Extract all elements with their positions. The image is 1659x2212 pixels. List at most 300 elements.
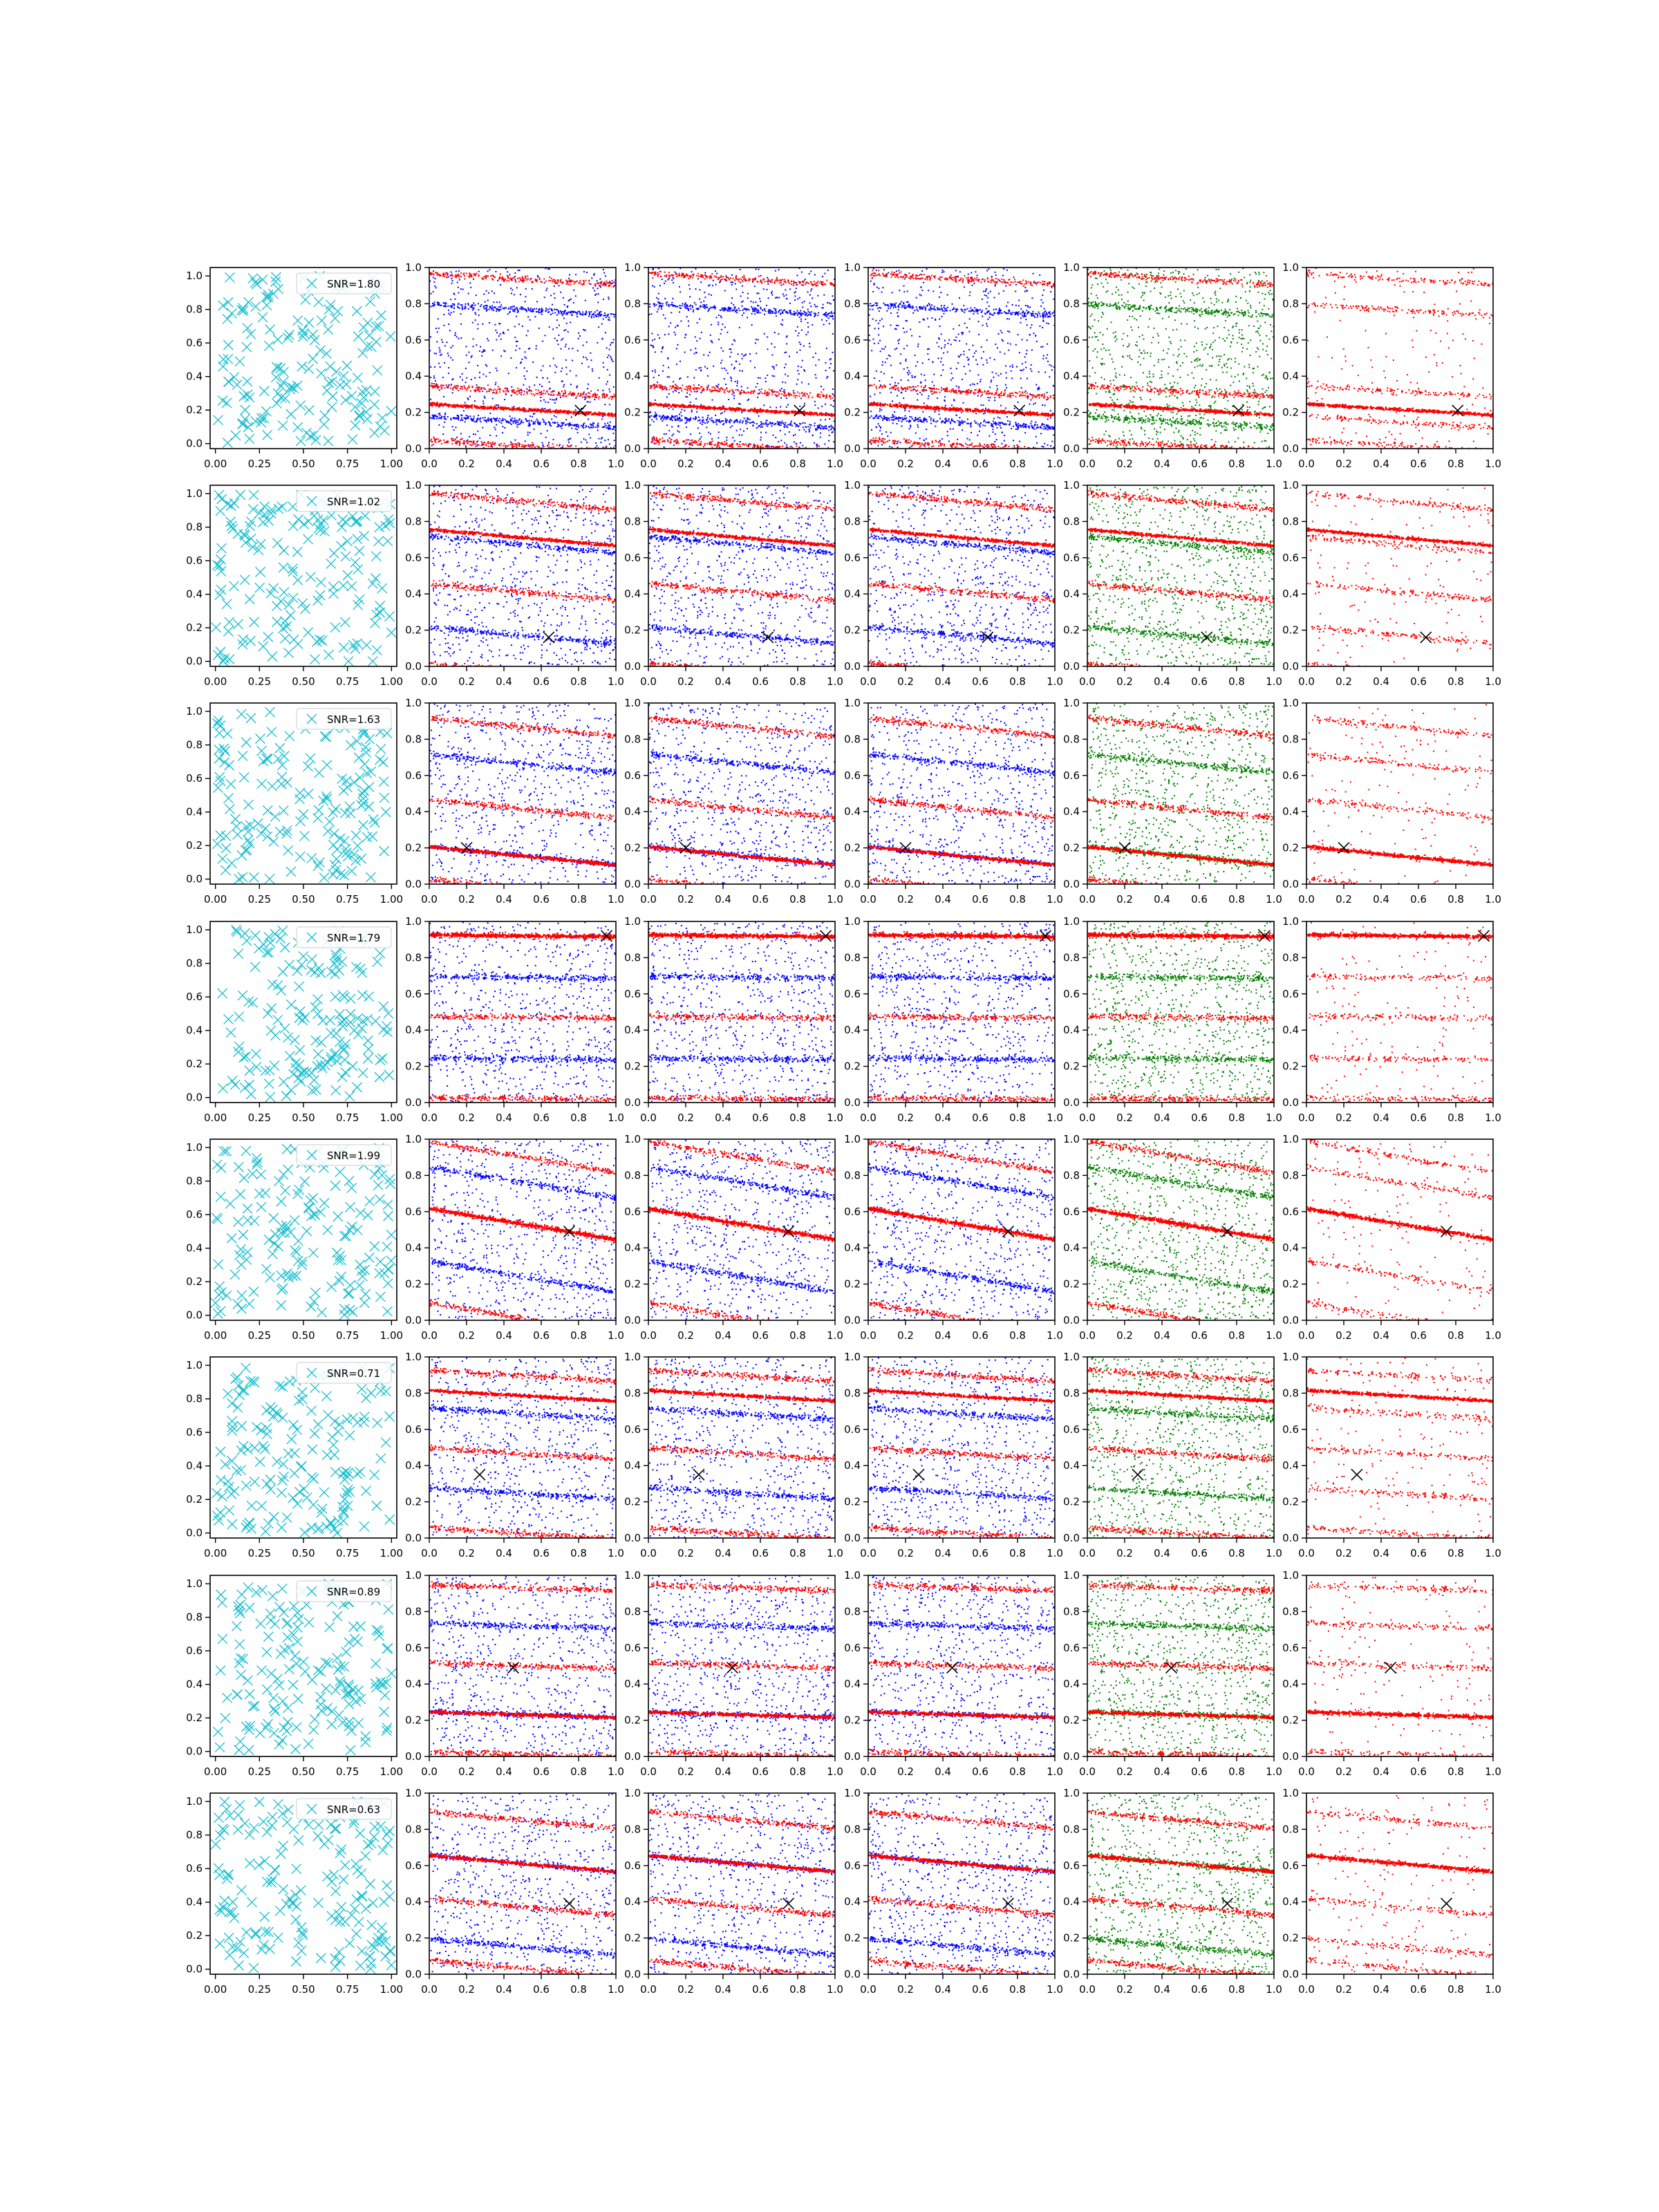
scatter-point (471, 307, 473, 308)
scatter-point (577, 316, 578, 317)
scatter-point (767, 281, 768, 282)
scatter-point (822, 285, 823, 286)
scatter-point (613, 452, 615, 453)
scatter-point (525, 301, 526, 302)
scatter-point (697, 387, 699, 388)
scatter-point (826, 316, 827, 317)
scatter-point (551, 308, 552, 310)
scatter-point (655, 304, 657, 306)
scatter-point (610, 449, 612, 451)
scatter-point (513, 406, 514, 407)
scatter-point (607, 315, 608, 317)
scatter-point (760, 437, 762, 438)
scatter-point (681, 390, 682, 391)
scatter-point (446, 384, 447, 386)
scatter-point (786, 406, 787, 408)
scatter-point (685, 422, 686, 424)
scatter-point (584, 452, 585, 453)
scatter-point (721, 317, 722, 318)
scatter-point (743, 279, 744, 280)
scatter-point (558, 394, 559, 395)
scatter-point (497, 280, 498, 281)
scatter-point (583, 271, 585, 272)
scatter-point (491, 308, 492, 309)
scatter-point (725, 275, 727, 276)
scatter-point (522, 326, 523, 327)
scatter-point (467, 416, 469, 418)
scatter-point (475, 314, 476, 315)
scatter-point (726, 276, 727, 278)
scatter-point (444, 276, 445, 277)
scatter-point (570, 281, 572, 283)
scatter-point (718, 324, 719, 326)
scatter-point (464, 279, 465, 280)
scatter-point (456, 437, 458, 438)
scatter-point (480, 418, 481, 419)
scatter-point (562, 424, 563, 426)
scatter-point (523, 394, 525, 395)
scatter-point (674, 332, 675, 333)
scatter-point (782, 422, 784, 424)
scatter-point (430, 377, 431, 378)
scatter-point (492, 398, 494, 400)
scatter-point (740, 446, 741, 447)
scatter-point (487, 275, 489, 276)
marker-point (259, 413, 269, 423)
scatter-point (702, 417, 704, 418)
scatter-point (665, 281, 666, 282)
scatter-point (430, 336, 431, 337)
scatter-point (718, 437, 719, 438)
scatter-point (700, 306, 701, 307)
scatter-point (800, 310, 801, 312)
scatter-point (725, 418, 727, 420)
scatter-point (508, 308, 509, 309)
scatter-point (526, 279, 527, 281)
scatter-point (477, 324, 478, 325)
scatter-point (803, 395, 805, 396)
scatter-point (510, 306, 512, 308)
scatter-point (452, 359, 453, 361)
scatter-point (704, 422, 706, 424)
marker-point (297, 362, 307, 371)
scatter-point (528, 309, 529, 310)
scatter-point (435, 415, 436, 416)
scatter-point (456, 441, 457, 442)
marker-point (258, 275, 268, 285)
scatter-point (481, 355, 482, 357)
scatter-point (699, 319, 700, 320)
scatter-point (753, 443, 755, 444)
scatter-point (578, 332, 579, 334)
scatter-point (504, 427, 505, 429)
scatter-point (589, 393, 590, 394)
scatter-point (515, 392, 516, 393)
scatter-point (460, 304, 462, 306)
scatter-point (794, 281, 795, 283)
scatter-point (583, 281, 585, 283)
scatter-point (657, 386, 658, 388)
scatter-point (804, 301, 805, 302)
scatter-point (588, 366, 589, 368)
scatter-point (604, 451, 606, 452)
scatter-point (570, 451, 571, 452)
scatter-point (512, 306, 513, 308)
scatter-point (684, 276, 685, 277)
scatter-point (547, 402, 549, 403)
scatter-point (832, 388, 834, 390)
scatter-point (690, 277, 691, 279)
y-tick-label: 1.0 (186, 270, 203, 282)
scatter-point (562, 338, 563, 339)
scatter-point (488, 442, 489, 444)
scatter-point (782, 283, 784, 285)
scatter-point (451, 278, 452, 279)
scatter-point (572, 424, 573, 426)
scatter-point (808, 395, 809, 397)
scatter-point (451, 440, 453, 441)
marker-point (373, 366, 382, 375)
scatter-point (487, 338, 488, 339)
scatter-point (534, 429, 535, 430)
marker-point (271, 373, 281, 382)
scatter-point (594, 290, 595, 291)
scatter-point (500, 355, 502, 357)
scatter-point (528, 390, 529, 391)
scatter-point (585, 310, 587, 312)
scatter-point (535, 421, 536, 422)
scatter-point (433, 385, 435, 386)
scatter-point (826, 396, 827, 397)
scatter-point (664, 283, 665, 284)
scatter-point (459, 279, 460, 281)
scatter-point (602, 427, 603, 428)
scatter-point (655, 443, 657, 444)
marker-point (314, 297, 324, 307)
scatter-point (747, 293, 749, 294)
scatter-point (493, 418, 494, 419)
scatter-point (550, 399, 551, 400)
scatter-point (521, 392, 522, 393)
scatter-point (668, 367, 669, 368)
scatter-point (533, 413, 534, 415)
scatter-point (696, 275, 697, 276)
scatter-point (595, 427, 597, 428)
scatter-point (768, 309, 769, 310)
scatter-point (587, 449, 588, 451)
scatter-point (481, 387, 482, 388)
scatter-point (612, 361, 614, 362)
scatter-point (671, 439, 673, 440)
scatter-point (674, 389, 675, 391)
scatter-point (459, 444, 460, 446)
scatter-point (731, 364, 733, 366)
scatter-point (444, 302, 445, 303)
scatter-point (664, 441, 665, 442)
marker-point (353, 332, 363, 341)
scatter-point (806, 393, 807, 395)
scatter-point (507, 329, 509, 330)
scatter-point (512, 391, 513, 393)
scatter-point (825, 370, 827, 371)
scatter-point (815, 374, 816, 375)
scatter-point (688, 321, 689, 322)
scatter-point (823, 294, 825, 296)
scatter-point (668, 276, 670, 277)
scatter-point (805, 279, 806, 280)
scatter-point (693, 388, 694, 389)
scatter-point (774, 282, 776, 283)
scatter-point (552, 310, 553, 311)
scatter-point (657, 382, 658, 383)
marker-point (272, 362, 281, 372)
scatter-point (734, 440, 735, 442)
scatter-point (682, 303, 683, 304)
scatter-point (474, 400, 476, 402)
scatter-point (798, 373, 800, 375)
scatter-point (756, 386, 757, 388)
scatter-point (478, 388, 480, 390)
scatter-point (588, 392, 589, 393)
scatter-point (795, 449, 796, 451)
scatter-point (667, 357, 668, 359)
scatter-point (611, 359, 612, 361)
scatter-point (568, 312, 569, 313)
scatter-point (448, 373, 449, 374)
scatter-point (700, 444, 701, 446)
scatter-point (668, 326, 670, 327)
scatter-point (523, 445, 525, 447)
scatter-point (796, 312, 797, 314)
scatter-point (438, 424, 440, 426)
marker-point (286, 409, 296, 419)
scatter-point (662, 420, 663, 422)
scatter-point (595, 315, 597, 317)
scatter-point (702, 306, 704, 308)
scatter-point (565, 280, 567, 281)
scatter-point (433, 270, 434, 272)
scatter-point (786, 397, 787, 399)
scatter-point (819, 424, 821, 425)
scatter-point (596, 413, 597, 414)
scatter-point (517, 312, 518, 313)
scatter-point (750, 301, 751, 302)
scatter-point (532, 416, 533, 418)
scatter-point (784, 389, 785, 391)
scatter-point (550, 394, 552, 395)
scatter-point (605, 285, 606, 286)
scatter-point (771, 422, 773, 424)
y-tick-label: 0.0 (186, 438, 203, 450)
scatter-point (774, 308, 775, 309)
scatter-point (686, 305, 687, 306)
scatter-point (785, 424, 786, 426)
scatter-point (832, 284, 834, 285)
scatter-point (686, 316, 688, 317)
scatter-point (798, 429, 800, 431)
scatter-point (668, 306, 670, 307)
scatter-point (515, 281, 516, 283)
scatter-point (667, 376, 668, 377)
scatter-point (454, 335, 456, 336)
scatter-point (825, 315, 826, 317)
scatter-point (481, 441, 482, 442)
scatter-point (698, 384, 700, 386)
scatter-point (695, 288, 696, 290)
scatter-point (707, 386, 709, 388)
x-tick-label: 0.2 (458, 458, 475, 470)
scatter-point (731, 380, 732, 382)
scatter-point (825, 449, 827, 451)
scatter-point (448, 367, 449, 368)
scatter-point (788, 393, 789, 394)
scatter-point (502, 277, 503, 279)
scatter-point (783, 295, 785, 297)
scatter-point (472, 305, 474, 306)
scatter-point (450, 347, 451, 348)
scatter-point (689, 288, 691, 290)
scatter-point (581, 425, 582, 427)
scatter-point (611, 399, 612, 400)
scatter-point (574, 311, 576, 312)
scatter-point (796, 445, 797, 447)
scatter-point (753, 422, 755, 424)
scatter-point (686, 396, 688, 397)
scatter-point (762, 393, 763, 394)
scatter-point (479, 438, 480, 439)
scatter-point (563, 395, 564, 396)
scatter-point (498, 335, 500, 337)
scatter-point (729, 308, 730, 309)
scatter-point (731, 389, 733, 391)
scatter-point (477, 418, 478, 419)
scatter-point (452, 426, 453, 427)
scatter-point (830, 451, 832, 452)
scatter-point (829, 395, 830, 396)
scatter-point (775, 297, 776, 299)
scatter-point (608, 319, 609, 321)
scatter-point (659, 384, 660, 386)
scatter-point (782, 319, 783, 321)
scatter-point (675, 442, 677, 444)
scatter-point (776, 395, 778, 396)
scatter-point (503, 408, 505, 409)
scatter-point (565, 396, 566, 397)
scatter-point (825, 397, 827, 399)
scatter-point (733, 420, 735, 422)
scatter-point (460, 439, 461, 440)
scatter-point (698, 417, 700, 418)
scatter-point (496, 424, 497, 425)
scatter-point (447, 416, 449, 418)
scatter-point (511, 424, 512, 425)
scatter-point (565, 344, 567, 345)
scatter-point (720, 315, 722, 317)
scatter-point (714, 306, 715, 307)
scatter-point (824, 443, 825, 444)
scatter-point (825, 362, 826, 364)
scatter-point (449, 330, 451, 331)
scatter-point (814, 312, 815, 314)
scatter-point (594, 451, 596, 452)
scatter-point (594, 283, 596, 285)
scatter-point (604, 449, 606, 451)
scatter-point (826, 320, 827, 321)
scatter-point (575, 274, 577, 275)
scatter-point (760, 308, 762, 310)
scatter-point (760, 421, 762, 422)
scatter-point (767, 426, 768, 427)
scatter-point (444, 305, 446, 306)
scatter-point (654, 286, 655, 288)
scatter-point (527, 434, 529, 435)
scatter-point (447, 273, 449, 274)
scatter-point (496, 435, 497, 436)
scatter-point (525, 288, 527, 290)
scatter-point (654, 385, 655, 386)
scatter-point (582, 426, 583, 427)
scatter-point (603, 366, 604, 368)
scatter-point (536, 446, 538, 447)
scatter-point (797, 370, 798, 371)
scatter-point (468, 362, 469, 363)
scatter-point (443, 385, 444, 386)
scatter-point (591, 449, 592, 451)
scatter-point (815, 429, 816, 430)
scatter-point (612, 413, 613, 415)
scatter-point (538, 309, 540, 310)
scatter-point (720, 388, 721, 390)
scatter-point (498, 310, 500, 312)
scatter-point (833, 400, 834, 402)
scatter-point (541, 370, 542, 371)
scatter-point (565, 411, 567, 412)
scatter-point (448, 310, 449, 311)
scatter-point (609, 375, 610, 376)
scatter-point (488, 340, 489, 341)
scatter-point (805, 426, 806, 427)
scatter-point (767, 394, 768, 395)
y-tick-label: 0.2 (405, 406, 422, 419)
scatter-point (613, 394, 615, 395)
scatter-point (474, 404, 475, 406)
scatter-point (704, 444, 706, 446)
scatter-point (767, 281, 769, 283)
scatter-point (826, 377, 827, 379)
scatter-point (590, 437, 591, 438)
scatter-point (736, 385, 738, 386)
scatter-point (448, 355, 449, 357)
scatter-point (613, 396, 615, 397)
scatter-point (731, 274, 733, 276)
scatter-point (662, 440, 664, 442)
scatter-point (483, 388, 485, 389)
scatter-point (824, 273, 825, 274)
scatter-point (794, 441, 795, 442)
scatter-point (588, 311, 590, 312)
scatter-point (430, 272, 431, 274)
scatter-point (673, 391, 674, 393)
marker-point (213, 415, 223, 425)
scatter-point (519, 277, 521, 279)
scatter-point (720, 413, 722, 414)
scatter-point (553, 439, 554, 440)
scatter-point (585, 357, 587, 358)
scatter-point (749, 279, 750, 281)
scatter-point (458, 275, 460, 276)
scatter-point (599, 279, 601, 280)
scatter-point (692, 444, 693, 446)
